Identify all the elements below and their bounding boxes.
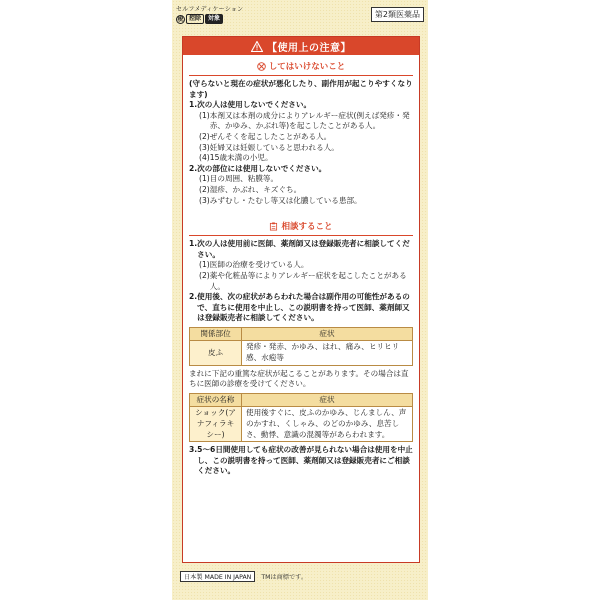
sub-number: (4) — [199, 153, 210, 163]
dont-sub-item — [189, 132, 413, 143]
sub-text: 医師の治療を受けている人。 — [209, 260, 309, 270]
self-medication-label: セルフメディケーション — [176, 6, 244, 13]
rare-warning-text: まれに下記の重篤な症状が起こることがあります。その場合は直ちに医師の診療を受けてください。 — [189, 368, 409, 389]
item-number: 1. — [189, 100, 198, 110]
sub-number: (2) — [199, 131, 210, 141]
tax-deduction-badge — [176, 14, 223, 24]
dont-title-text: してはいけないこと — [268, 62, 346, 72]
drug-class-badge: 第2類医薬品 — [371, 7, 424, 22]
sub-number: (1) — [199, 260, 210, 270]
item-text: 使用後、次の症状があらわれた場合は副作用の可能性があるので、直ちに使用を中止し、この説明書を持って医師、薬剤師又は登録販売者に相談してください。 — [197, 292, 410, 323]
dont-item-2 — [189, 164, 413, 175]
consult-sub-item — [189, 271, 413, 292]
dont-sub-item — [189, 174, 413, 185]
panel-header — [183, 37, 419, 55]
dont-sub-item — [189, 143, 413, 154]
item-number: 2. — [189, 292, 198, 302]
item-number: 3. — [189, 445, 198, 455]
sub-number: (2) — [199, 184, 210, 194]
item-number: 2. — [189, 163, 198, 173]
sub-number: (1) — [199, 110, 210, 120]
sub-number: (1) — [199, 174, 210, 184]
table-row — [190, 407, 413, 442]
warning-triangle-icon — [251, 41, 263, 52]
item-text: 次の人は使用しないでください。 — [197, 100, 312, 110]
sub-text: ぜんそくを起こしたことがある人。 — [209, 131, 332, 141]
sub-number: (3) — [199, 142, 210, 152]
dont-sub-item — [189, 153, 413, 164]
trademark-note: TMは商標です。 — [261, 574, 308, 581]
header-bar — [176, 4, 424, 30]
precautions-panel — [182, 36, 420, 563]
symptom-table — [189, 327, 413, 366]
item-number: 1. — [189, 239, 198, 249]
panel-title: 【使用上の注意】 — [267, 42, 351, 54]
section-divider — [189, 75, 413, 76]
table-header-row — [190, 327, 413, 341]
dont-sub-item — [189, 185, 413, 196]
table-header-symptom: 症状 — [242, 393, 413, 407]
sub-number: (2) — [199, 270, 210, 280]
sub-text: 妊婦又は妊娠していると思われる人。 — [209, 142, 339, 152]
table-row — [190, 341, 413, 365]
tax-circle-icon: 税 — [177, 15, 184, 23]
table-cell-symptom: 使用後すぐに、皮ふのかゆみ、じんましん、声のかすれ、くしゃみ、のどのかゆみ、息苦しさ、動悸、意識の混濁等があらわれます。 — [242, 407, 413, 442]
consult-title-text: 相談すること — [281, 222, 333, 233]
footer — [180, 571, 307, 582]
item-text: 次の人は使用前に医師、薬剤師又は登録販売者に相談してください。 — [197, 239, 410, 259]
table-header-row — [190, 393, 413, 407]
sub-text: みずむし・たむし等又は化膿している患部。 — [209, 195, 362, 205]
consult-section-title — [183, 220, 419, 232]
package-card — [172, 0, 428, 600]
clipboard-icon — [269, 222, 278, 231]
table-cell-name: ショック(アナフィラキシー) — [190, 407, 242, 442]
section-divider — [189, 235, 413, 236]
sub-number: (3) — [199, 195, 210, 205]
table-header-part: 関係部位 — [190, 327, 242, 341]
dont-intro: (守らないと現在の症状が悪化したり、副作用が起こりやすくなります) — [189, 79, 413, 99]
dont-section-title — [183, 60, 419, 72]
item-text: 次の部位には使用しないでください。 — [197, 163, 327, 173]
serious-symptom-table — [189, 393, 413, 442]
tax-target-label: 対象 — [205, 14, 223, 24]
prohibited-icon — [257, 62, 266, 71]
dont-sub-item — [189, 196, 413, 207]
sub-text: 本剤又は本剤の成分によりアレルギー症状(例えば発疹・発赤、かゆみ、かぶれ等)を起こしたことがある人。 — [209, 110, 410, 131]
sub-text: 湿疹、かぶれ、キズぐち。 — [209, 184, 302, 194]
sub-text: 薬や化粧品等によりアレルギー症状を起こしたことがある人。 — [209, 270, 407, 291]
made-in-japan-label: 日本製 MADE IN JAPAN — [180, 571, 255, 582]
consult-content — [183, 239, 419, 477]
consult-item-2 — [189, 292, 413, 324]
consult-item-3 — [189, 445, 413, 477]
consult-sub-item — [189, 260, 413, 271]
tax-deduction-label: 控除 — [186, 14, 204, 24]
dont-item-1 — [189, 100, 413, 111]
table-cell-symptom: 発疹・発赤、かゆみ、はれ、痛み、ヒリヒリ感、水疱等 — [242, 341, 413, 365]
table-cell-part: 皮ふ — [190, 341, 242, 365]
table-header-name: 症状の名称 — [190, 393, 242, 407]
sub-text: 目の周囲、粘膜等。 — [209, 174, 279, 184]
table-header-symptom: 症状 — [242, 327, 413, 341]
dont-sub-item — [189, 111, 413, 132]
item-text: 5～6日間使用しても症状の改善が見られない場合は使用を中止し、この説明書を持って医師、薬剤師又は登録販売者にご相談ください。 — [197, 445, 413, 476]
dont-content — [183, 79, 419, 206]
consult-item-1 — [189, 239, 413, 260]
sub-text: 15歳未満の小児。 — [209, 153, 273, 163]
